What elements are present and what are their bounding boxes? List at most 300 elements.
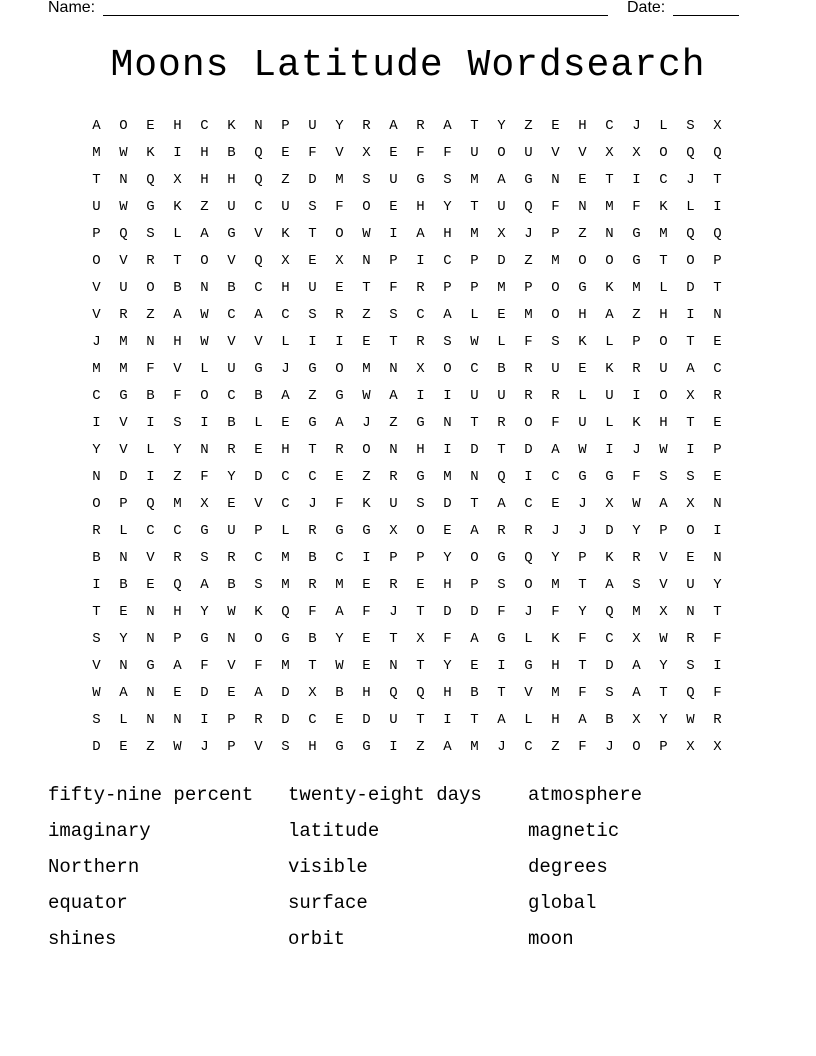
grid-letter: S [443,172,452,188]
grid-letter: X [686,496,695,512]
grid-letter: N [146,685,155,701]
grid-letter: W [659,631,668,647]
grid-letter: O [578,253,587,269]
grid-letter: A [92,118,101,134]
grid-letter: Y [335,118,344,134]
grid-letter: X [200,496,209,512]
grid-letter: F [416,145,425,161]
grid-letter: J [632,118,641,134]
grid-letter: L [119,523,128,539]
grid-letter: V [119,415,128,431]
grid-letter: G [524,172,533,188]
grid-letter: M [659,226,668,242]
grid-letter: I [686,442,695,458]
grid-letter: Q [173,577,182,593]
grid-letter: B [119,577,128,593]
grid-letter: R [524,388,533,404]
grid-letter: Z [578,226,587,242]
grid-letter: V [92,280,101,296]
grid-letter: E [470,658,479,674]
grid-letter: O [551,280,560,296]
grid-letter: A [659,496,668,512]
grid-letter: E [443,523,452,539]
grid-letter: R [416,280,425,296]
grid-letter: J [200,739,209,755]
grid-letter: X [416,631,425,647]
grid-letter: Q [686,145,695,161]
grid-letter: I [632,388,641,404]
grid-letter: P [470,577,479,593]
grid-letter: I [443,712,452,728]
grid-letter: G [416,172,425,188]
grid-letter: H [659,415,668,431]
grid-letter: X [308,685,317,701]
grid-row [83,251,731,278]
grid-letter: O [416,523,425,539]
grid-letter: C [308,712,317,728]
grid-letter: F [200,469,209,485]
grid-row [83,710,731,737]
grid-letter: U [578,415,587,431]
grid-letter: N [173,712,182,728]
grid-letter: D [443,496,452,512]
grid-letter: Y [335,631,344,647]
grid-letter: B [308,550,317,566]
grid-letter: P [227,712,236,728]
grid-letter: X [713,118,722,134]
grid-letter: X [389,523,398,539]
grid-letter: L [605,334,614,350]
grid-letter: I [200,712,209,728]
grid-letter: B [470,685,479,701]
grid-letter: T [416,712,425,728]
grid-letter: Q [416,685,425,701]
grid-letter: C [173,523,182,539]
grid-letter: A [335,604,344,620]
grid-letter: F [173,388,182,404]
grid-letter: T [470,712,479,728]
grid-letter: R [416,118,425,134]
grid-letter: R [389,469,398,485]
grid-letter: T [308,226,317,242]
grid-letter: K [173,199,182,215]
grid-letter: O [524,577,533,593]
grid-letter: E [497,307,506,323]
grid-letter: O [686,253,695,269]
grid-letter: Y [92,442,101,458]
grid-letter: V [524,685,533,701]
grid-letter: E [389,199,398,215]
grid-letter: R [713,388,722,404]
grid-letter: G [119,388,128,404]
date-blank-line [673,15,739,16]
grid-letter: V [659,550,668,566]
grid-letter: A [578,712,587,728]
grid-letter: H [416,199,425,215]
grid-letter: M [470,739,479,755]
grid-letter: A [200,226,209,242]
grid-letter: F [443,145,452,161]
grid-letter: X [335,253,344,269]
grid-letter: S [200,550,209,566]
grid-letter: L [200,361,209,377]
grid-letter: M [470,226,479,242]
grid-letter: U [497,199,506,215]
grid-letter: S [632,577,641,593]
grid-letter: B [227,145,236,161]
grid-letter: J [632,442,641,458]
grid-letter: S [146,226,155,242]
grid-letter: I [308,334,317,350]
grid-letter: N [686,604,695,620]
grid-letter: T [497,442,506,458]
grid-letter: R [524,361,533,377]
grid-letter: Y [632,523,641,539]
grid-letter: F [632,199,641,215]
grid-letter: D [524,442,533,458]
grid-letter: N [713,550,722,566]
grid-letter: L [119,712,128,728]
grid-letter: H [362,685,371,701]
grid-letter: C [416,307,425,323]
grid-letter: F [200,658,209,674]
grid-row [83,143,731,170]
grid-letter: O [362,442,371,458]
grid-letter: I [686,307,695,323]
grid-letter: O [200,388,209,404]
grid-letter: R [389,577,398,593]
grid-letter: W [173,739,182,755]
grid-letter: D [497,253,506,269]
grid-letter: R [308,577,317,593]
grid-letter: U [470,388,479,404]
grid-letter: C [659,172,668,188]
grid-letter: O [335,226,344,242]
grid-letter: Z [146,739,155,755]
grid-letter: S [254,577,263,593]
grid-letter: X [281,253,290,269]
grid-letter: I [92,415,101,431]
grid-letter: H [659,307,668,323]
grid-letter: R [632,550,641,566]
grid-letter: K [227,118,236,134]
grid-letter: A [119,685,128,701]
grid-letter: K [146,145,155,161]
grid-letter: K [605,361,614,377]
grid-letter: T [308,442,317,458]
grid-letter: S [92,631,101,647]
grid-letter: R [524,523,533,539]
grid-letter: G [335,388,344,404]
page-title: Moons Latitude Wordsearch [110,44,706,87]
grid-letter: Z [389,415,398,431]
grid-letter: G [578,469,587,485]
grid-row [83,386,731,413]
grid-letter: T [605,172,614,188]
grid-letter: Q [146,496,155,512]
grid-letter: R [227,550,236,566]
grid-letter: Z [200,199,209,215]
grid-letter: O [335,361,344,377]
grid-letter: A [200,577,209,593]
grid-letter: X [713,739,722,755]
grid-letter: L [686,199,695,215]
grid-letter: T [659,685,668,701]
grid-letter: Z [173,469,182,485]
grid-letter: P [227,739,236,755]
grid-letter: C [254,280,263,296]
grid-letter: F [551,199,560,215]
grid-letter: S [686,658,695,674]
grid-letter: T [713,604,722,620]
grid-letter: J [308,496,317,512]
grid-letter: L [146,442,155,458]
grid-letter: Y [497,118,506,134]
grid-letter: P [389,253,398,269]
grid-letter: E [227,685,236,701]
grid-letter: G [416,469,425,485]
grid-letter: C [146,523,155,539]
grid-letter: H [227,172,236,188]
grid-letter: E [335,280,344,296]
grid-letter: Y [227,469,236,485]
grid-letter: D [281,685,290,701]
grid-letter: Y [659,712,668,728]
grid-letter: E [281,415,290,431]
grid-letter: H [173,118,182,134]
grid-letter: V [254,334,263,350]
grid-letter: H [281,442,290,458]
grid-letter: G [362,523,371,539]
grid-letter: X [686,739,695,755]
grid-letter: R [686,631,695,647]
grid-letter: V [92,658,101,674]
grid-letter: W [92,685,101,701]
grid-letter: N [362,253,371,269]
grid-letter: G [335,523,344,539]
grid-letter: Z [362,307,371,323]
grid-letter: J [605,739,614,755]
grid-letter: V [227,253,236,269]
grid-letter: F [551,415,560,431]
grid-letter: M [470,172,479,188]
grid-letter: F [389,280,398,296]
grid-row [83,116,731,143]
grid-letter: Q [524,550,533,566]
grid-letter: W [227,604,236,620]
grid-letter: N [119,658,128,674]
grid-row [83,170,731,197]
grid-letter: R [497,523,506,539]
grid-letter: X [362,145,371,161]
grid-letter: K [632,415,641,431]
grid-letter: N [146,604,155,620]
grid-letter: G [632,226,641,242]
grid-letter: E [335,469,344,485]
grid-letter: Y [578,604,587,620]
grid-letter: H [200,145,209,161]
grid-letter: S [551,334,560,350]
grid-letter: T [470,496,479,512]
grid-row [83,656,731,683]
grid-letter: M [497,280,506,296]
grid-letter: E [551,118,560,134]
grid-letter: P [173,631,182,647]
grid-letter: I [335,334,344,350]
grid-row [83,197,731,224]
grid-letter: M [335,172,344,188]
grid-letter: H [173,604,182,620]
grid-letter: G [605,469,614,485]
grid-letter: D [686,280,695,296]
grid-letter: J [497,739,506,755]
grid-letter: I [389,226,398,242]
grid-letter: N [254,118,263,134]
grid-letter: G [524,658,533,674]
grid-letter: Z [632,307,641,323]
word-list-item: atmosphere [528,784,643,806]
grid-letter: C [254,550,263,566]
grid-letter: M [551,685,560,701]
grid-letter: C [227,307,236,323]
grid-letter: R [173,550,182,566]
grid-letter: W [200,334,209,350]
grid-letter: J [92,334,101,350]
grid-letter: W [119,145,128,161]
grid-letter: T [686,334,695,350]
grid-letter: J [686,172,695,188]
grid-letter: C [605,118,614,134]
grid-row [83,602,731,629]
grid-letter: P [659,739,668,755]
grid-letter: J [578,523,587,539]
grid-letter: D [281,712,290,728]
grid-letter: O [632,739,641,755]
header [0,0,816,20]
grid-letter: A [632,658,641,674]
grid-letter: B [254,388,263,404]
grid-letter: V [119,253,128,269]
grid-letter: I [416,388,425,404]
grid-row [83,737,731,764]
grid-letter: G [362,739,371,755]
grid-letter: T [389,334,398,350]
grid-letter: Q [713,145,722,161]
grid-letter: L [173,226,182,242]
grid-letter: F [308,145,317,161]
grid-letter: Q [605,604,614,620]
grid-letter: I [713,523,722,539]
grid-letter: E [416,577,425,593]
grid-letter: N [713,307,722,323]
grid-letter: I [146,469,155,485]
grid-letter: Z [524,253,533,269]
grid-letter: V [335,145,344,161]
grid-letter: I [443,388,452,404]
grid-letter: S [659,469,668,485]
grid-letter: H [443,577,452,593]
grid-letter: Y [551,550,560,566]
grid-letter: R [362,118,371,134]
grid-letter: W [119,199,128,215]
grid-letter: M [92,361,101,377]
grid-letter: I [524,469,533,485]
grid-letter: A [443,118,452,134]
grid-letter: T [686,415,695,431]
grid-letter: U [497,388,506,404]
grid-letter: R [227,442,236,458]
grid-letter: G [200,631,209,647]
grid-letter: Y [443,658,452,674]
grid-letter: Q [497,469,506,485]
grid-letter: O [443,361,452,377]
grid-letter: V [92,307,101,323]
grid-letter: F [551,604,560,620]
grid-letter: M [605,199,614,215]
grid-letter: A [470,631,479,647]
grid-letter: A [686,361,695,377]
word-list-item: imaginary [48,820,151,842]
grid-letter: H [443,685,452,701]
grid-letter: Q [146,172,155,188]
grid-letter: F [308,604,317,620]
grid-letter: A [416,226,425,242]
grid-letter: C [524,739,533,755]
grid-letter: L [578,388,587,404]
grid-letter: X [605,496,614,512]
grid-letter: U [92,199,101,215]
grid-letter: Z [146,307,155,323]
grid-letter: L [605,415,614,431]
grid-letter: G [308,415,317,431]
word-list-item: latitude [288,820,380,842]
grid-letter: U [389,172,398,188]
grid-letter: F [578,631,587,647]
grid-letter: A [497,712,506,728]
grid-letter: P [443,280,452,296]
grid-letter: H [443,226,452,242]
grid-letter: J [578,496,587,512]
grid-letter: X [659,604,668,620]
grid-letter: A [632,685,641,701]
grid-letter: C [605,631,614,647]
grid-letter: E [362,334,371,350]
grid-row [83,413,731,440]
grid-letter: F [335,199,344,215]
grid-row [83,440,731,467]
grid-letter: X [632,712,641,728]
grid-letter: P [659,523,668,539]
grid-letter: H [281,280,290,296]
grid-letter: E [362,577,371,593]
grid-letter: N [389,361,398,377]
grid-letter: G [632,253,641,269]
grid-letter: U [227,523,236,539]
grid-letter: F [632,469,641,485]
grid-letter: Y [443,199,452,215]
grid-letter: D [254,469,263,485]
grid-letter: V [578,145,587,161]
grid-letter: C [335,550,344,566]
grid-letter: A [551,442,560,458]
grid-letter: D [119,469,128,485]
grid-letter: W [632,496,641,512]
grid-letter: Q [389,685,398,701]
grid-letter: A [605,577,614,593]
grid-letter: V [254,496,263,512]
grid-letter: I [416,253,425,269]
grid-letter: Z [551,739,560,755]
